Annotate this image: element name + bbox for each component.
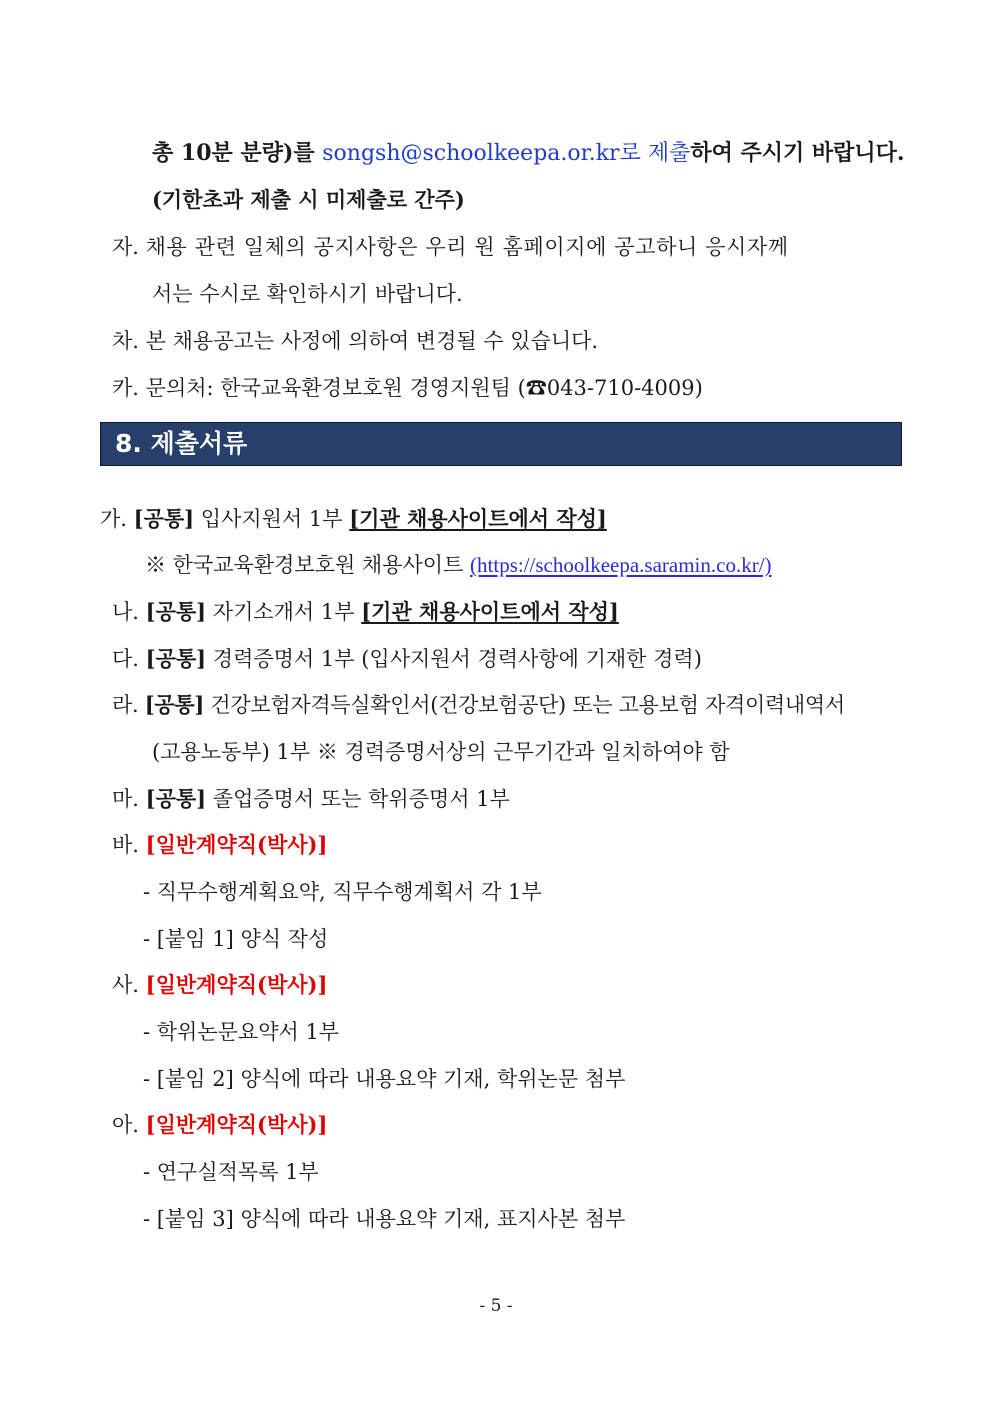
item-ra <box>112 690 845 720</box>
item-ba-sub1: - 직무수행계획요약, 직무수행계획서 각 1부 <box>143 880 542 904</box>
common-tag: [공통] <box>133 506 195 531</box>
submission-instruction <box>152 138 905 169</box>
item-marker: 다. <box>112 647 139 671</box>
common-tag: [공통] <box>145 599 207 624</box>
item-ja <box>112 232 789 262</box>
item-sa-sub1: - 학위논문요약서 1부 <box>143 1020 340 1044</box>
item-text: 경력증명서 1부 (입사지원서 경력사항에 기재한 경력) <box>206 647 702 671</box>
item-ba-sub2: - [붙임 1] 양식 작성 <box>143 927 329 951</box>
item-a-sub2: - [붙임 3] 양식에 따라 내용요약 기재, 표지사본 첨부 <box>143 1207 626 1231</box>
item-sa-sub2: - [붙임 2] 양식에 따라 내용요약 기재, 학위논문 첨부 <box>143 1067 626 1091</box>
recruitment-site-link[interactable]: (https://schoolkeepa.saramin.co.kr/) <box>470 553 772 577</box>
item-ga-reference <box>145 550 772 580</box>
contract-tag: [일반계약직(박사)] <box>145 972 328 997</box>
instruction-text: 총 10분 분량)를 <box>152 140 323 166</box>
item-marker: 바. <box>112 833 139 857</box>
section-title: 8. 제출서류 <box>115 429 248 458</box>
site-note: [기관 채용사이트에서 작성] <box>349 506 607 531</box>
page-number: - 5 - <box>479 1296 513 1316</box>
item-a <box>112 1110 327 1140</box>
item-marker: 가. <box>100 507 127 531</box>
item-ka <box>112 373 703 403</box>
reference-text: 한국교육환경보호원 채용사이트 <box>166 553 471 577</box>
instruction-text-blue: 로 제출 <box>619 141 691 166</box>
item-text: 졸업증명서 또는 학위증명서 1부 <box>206 787 510 811</box>
item-text: 자기소개서 1부 <box>206 600 362 624</box>
common-tag: [공통] <box>145 646 207 671</box>
item-marker: 나. <box>112 600 139 624</box>
common-tag: [공통] <box>145 786 207 811</box>
item-cha <box>112 326 598 356</box>
item-sa <box>112 970 327 1000</box>
common-tag: [공통] <box>144 692 205 717</box>
site-note: [기관 채용사이트에서 작성] <box>361 599 619 624</box>
item-marker: 마. <box>112 787 139 811</box>
item-ga <box>100 504 607 534</box>
item-na <box>112 597 619 627</box>
item-marker: 라. <box>112 693 139 717</box>
item-marker: 카. <box>112 376 139 400</box>
item-a-sub1: - 연구실적목록 1부 <box>143 1160 319 1184</box>
item-marker: 자. <box>112 235 139 259</box>
item-text: 건강보험자격득실확인서(건강보험공단) 또는 고용보험 자격이력내역서 <box>204 693 845 717</box>
instruction-text-end: 하여 주시기 바랍니다. <box>690 140 905 166</box>
item-marker: 아. <box>112 1113 139 1137</box>
item-ra-continued: (고용노동부) 1부 ※ 경력증명서상의 근무기간과 일치하여야 함 <box>152 740 730 764</box>
item-ba <box>112 830 327 860</box>
item-ma <box>112 784 510 814</box>
contact-email[interactable]: songsh@schoolkeepa.or.kr <box>322 141 620 166</box>
section-header <box>100 422 902 466</box>
contract-tag: [일반계약직(박사)] <box>145 832 328 857</box>
deadline-note: (기한초과 제출 시 미제출로 간주) <box>152 187 465 212</box>
phone-icon: ☎ <box>525 376 547 400</box>
item-text: 본 채용공고는 사정에 의하여 변경될 수 있습니다. <box>145 329 599 353</box>
reference-mark: ※ <box>145 553 166 577</box>
item-text: 채용 관련 일체의 공지사항은 우리 원 홈페이지에 공고하니 응시자께 <box>145 235 789 259</box>
item-da <box>112 644 702 674</box>
item-ja-continued: 서는 수시로 확인하시기 바랍니다. <box>152 282 463 306</box>
item-marker: 차. <box>112 329 139 353</box>
contract-tag: [일반계약직(박사)] <box>145 1112 328 1137</box>
item-text: 문의처: 한국교육환경보호원 경영지원팀 ( <box>145 376 526 400</box>
item-text: 입사지원서 1부 <box>194 507 350 531</box>
item-marker: 사. <box>112 973 139 997</box>
phone-number: 043-710-4009) <box>546 376 703 400</box>
